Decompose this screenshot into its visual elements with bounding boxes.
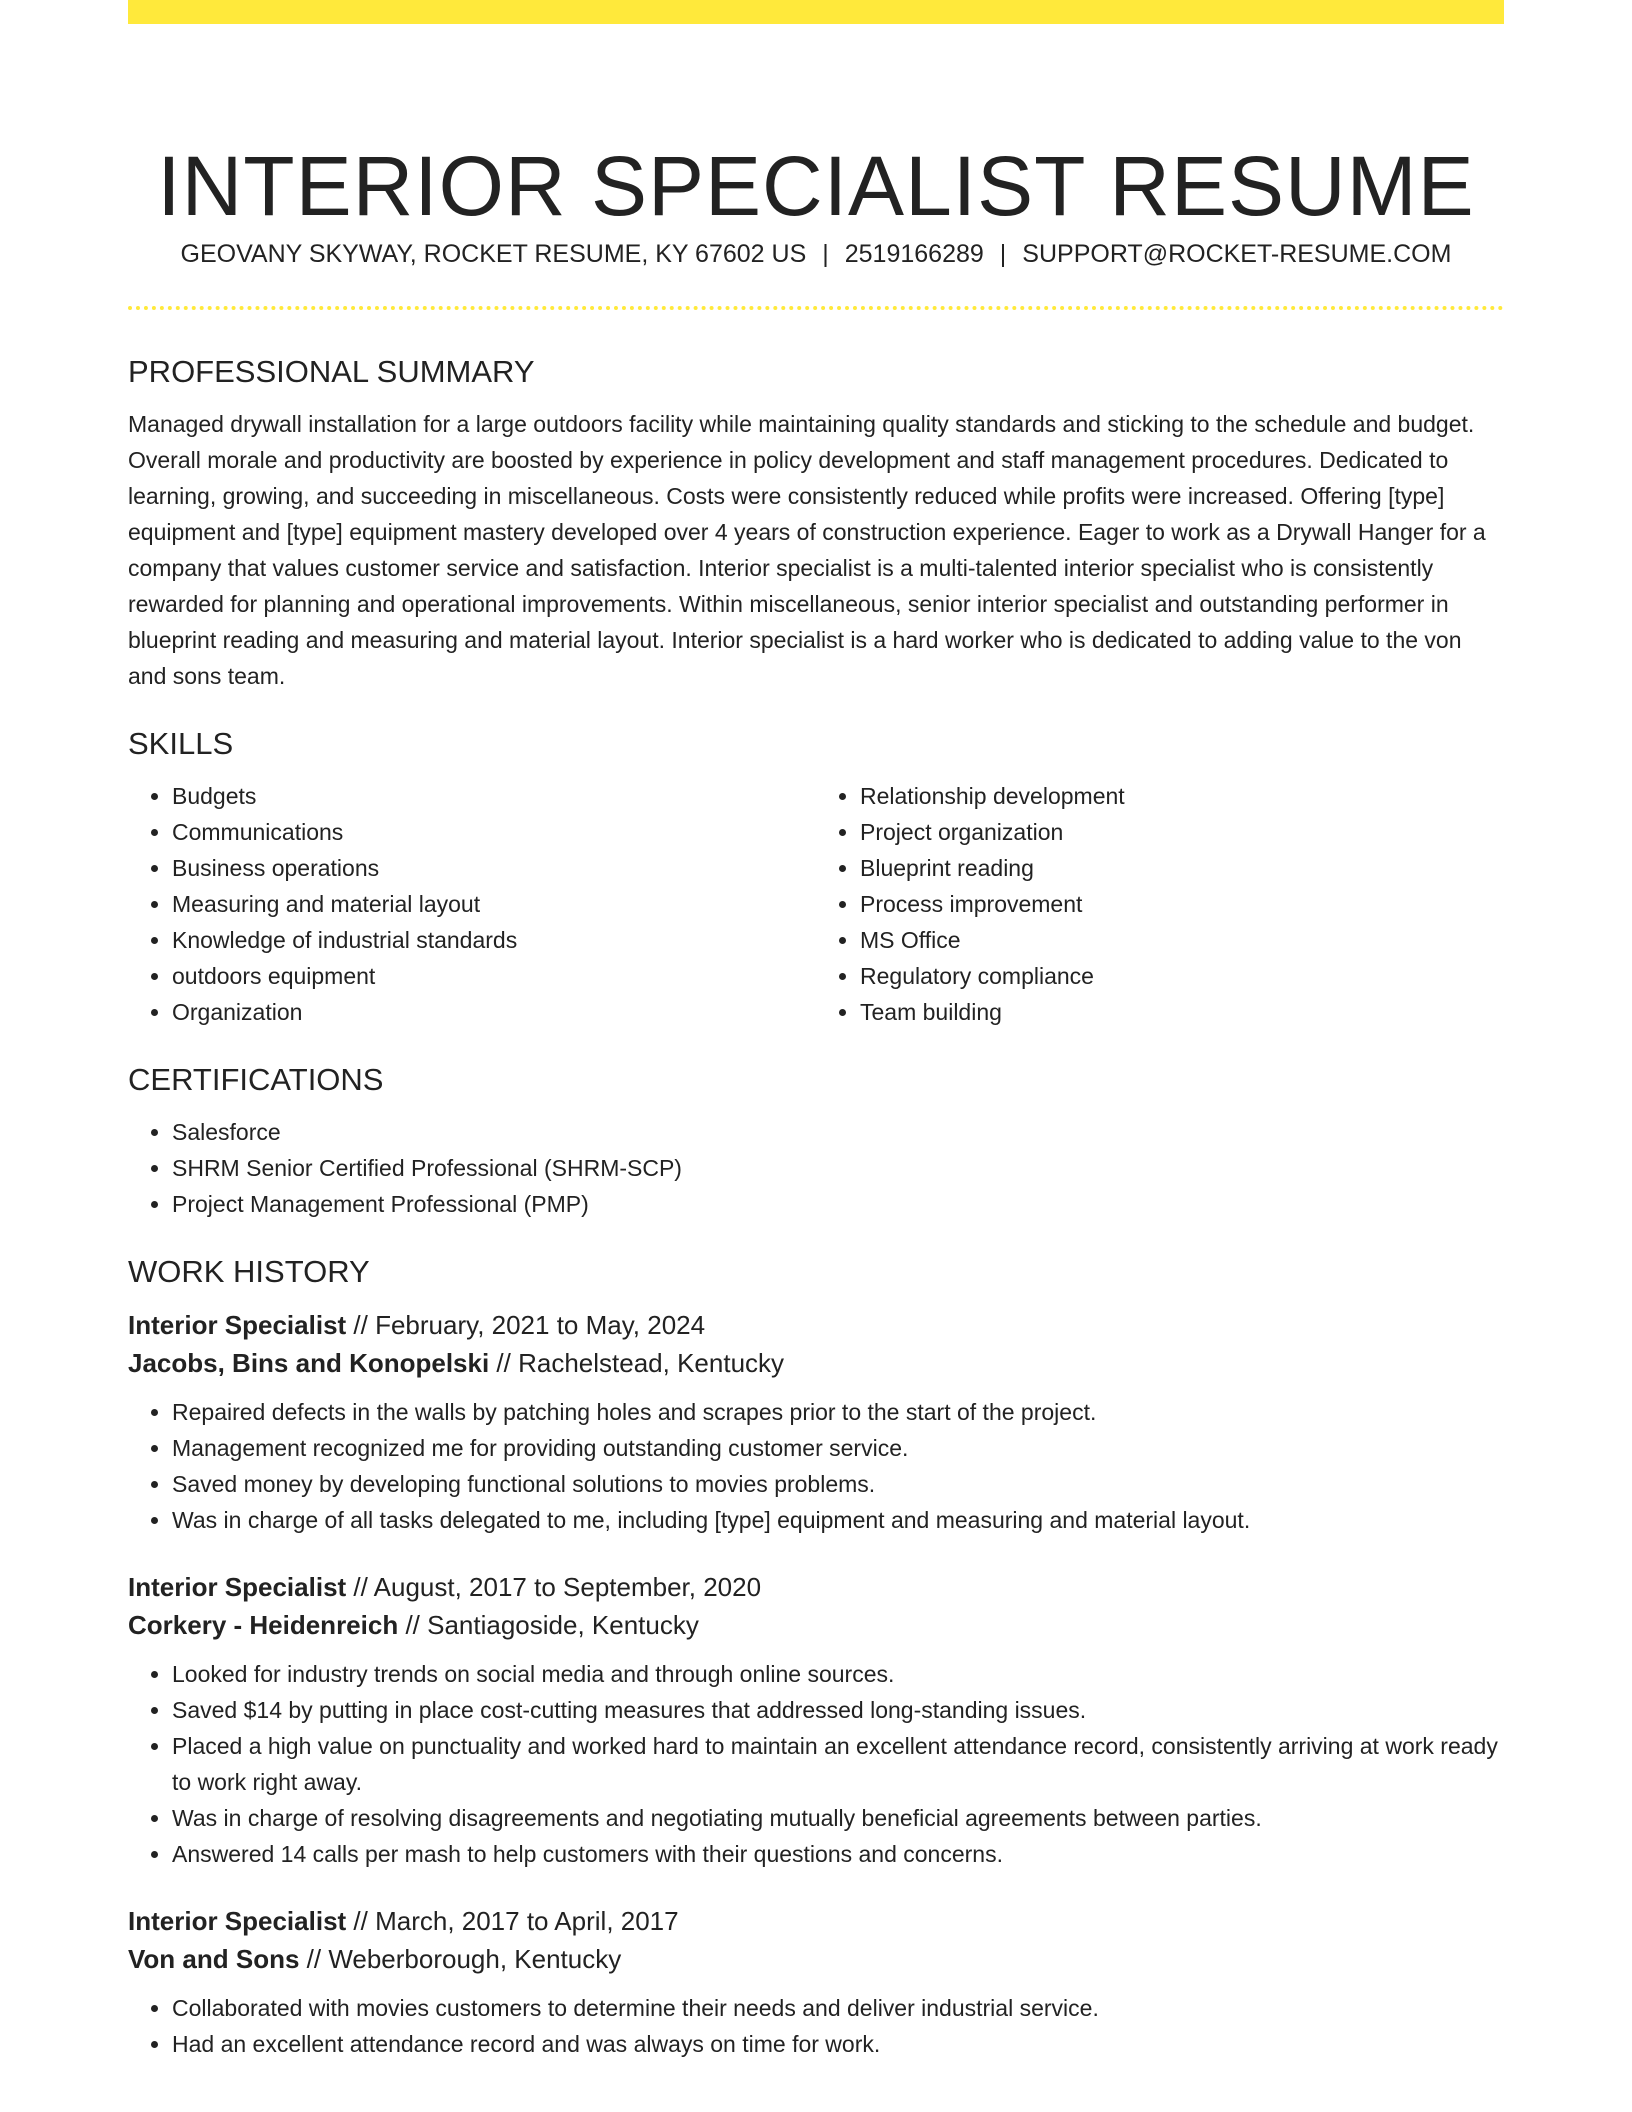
job-title-line [128, 1306, 1504, 1344]
skill-item: • Blueprint reading [860, 850, 1504, 886]
skill-item: • Team building [860, 994, 1504, 1030]
skill-item: • Measuring and material layout [172, 886, 816, 922]
certification-item: • SHRM Senior Certified Professional (SHRM-SCP) [172, 1150, 1504, 1186]
skill-item: • Business operations [172, 850, 816, 886]
skills-section [128, 724, 1504, 1030]
job-duties-list [128, 1394, 1504, 1538]
skill-item: • MS Office [860, 922, 1504, 958]
job-location: // Santiagoside, Kentucky [398, 1610, 699, 1640]
job-duty-item: • Collaborated with movies customers to determine their needs and deliver industrial service. [172, 1990, 1504, 2026]
skills-heading: SKILLS [128, 726, 234, 761]
job-location: // Rachelstead, Kentucky [489, 1348, 785, 1378]
job-duty-item: • Repaired defects in the walls by patching holes and scrapes prior to the start of the project. [172, 1394, 1504, 1430]
skill-item: • Regulatory compliance [860, 958, 1504, 994]
job-dates: // March, 2017 to April, 2017 [346, 1906, 679, 1936]
skills-left-column [128, 778, 816, 1030]
job-duty-item: • Answered 14 calls per mash to help customers with their questions and concerns. [172, 1836, 1504, 1872]
contact-separator: | [822, 240, 829, 268]
job-duty-item: • Saved $14 by putting in place cost-cutting measures that addressed long-standing issues. [172, 1692, 1504, 1728]
skill-item: • Budgets [172, 778, 816, 814]
skill-item: • Knowledge of industrial standards [172, 922, 816, 958]
job-dates: // February, 2021 to May, 2024 [346, 1310, 706, 1340]
summary-text: Managed drywall installation for a large outdoors facility while maintaining quality standards and sticking to the schedule and budget. Overall morale and productivity are boosted by experience in policy development and staff management procedures. Dedicated to learning, growing, and succeeding in miscellaneous. Costs were consistently reduced while profits were increased. Offering [type] equipment and [type] equipment mastery developed over 4 years of construction experience. Eager to work as a Drywall Hanger for a company that values customer service and satisfaction. Interior specialist is a multi-talented interior specialist who is consistently rewarded for planning and operational improvements. Within miscellaneous, senior interior specialist and outstanding performer in blueprint reading and measuring and material layout. Interior specialist is a hard worker who is dedicated to adding value to the von and sons team. [128, 411, 1486, 689]
job-company: Von and Sons [128, 1944, 300, 1974]
contact-address: GEOVANY SKYWAY, ROCKET RESUME, KY 67602 US [180, 240, 807, 268]
summary-section [128, 352, 1504, 694]
job-company: Corkery - Heidenreich [128, 1610, 399, 1640]
certification-item: • Salesforce [172, 1114, 1504, 1150]
work-history-heading: WORK HISTORY [128, 1254, 370, 1289]
job-dates: // August, 2017 to September, 2020 [346, 1572, 762, 1602]
skill-item: • Relationship development [860, 778, 1504, 814]
job-title-line [128, 1902, 1504, 1940]
work-history-section [128, 1252, 1504, 2062]
top-accent-bar [128, 0, 1504, 24]
job-duty-item: • Saved money by developing functional solutions to movies problems. [172, 1466, 1504, 1502]
skill-item: • Process improvement [860, 886, 1504, 922]
job-location: // Weberborough, Kentucky [299, 1944, 622, 1974]
job-entry [128, 1568, 1504, 1872]
job-company-line [128, 1940, 1504, 1978]
job-duty-item: • Had an excellent attendance record and was always on time for work. [172, 2026, 1504, 2062]
certification-item: • Project Management Professional (PMP) [172, 1186, 1504, 1222]
job-entry [128, 1902, 1504, 2062]
summary-heading: PROFESSIONAL SUMMARY [128, 354, 535, 389]
certifications-heading: CERTIFICATIONS [128, 1062, 384, 1097]
job-duty-item: • Was in charge of all tasks delegated to me, including [type] equipment and measuring and material layout. [172, 1502, 1504, 1538]
job-company: Jacobs, Bins and Konopelski [128, 1348, 490, 1378]
skills-grid [128, 778, 1504, 1030]
job-title-line [128, 1568, 1504, 1606]
job-duty-item: • Looked for industry trends on social media and through online sources. [172, 1656, 1504, 1692]
contact-email: SUPPORT@ROCKET-RESUME.COM [1022, 240, 1452, 268]
skill-item: • Organization [172, 994, 816, 1030]
job-title: Interior Specialist [128, 1310, 347, 1340]
job-title: Interior Specialist [128, 1572, 347, 1602]
contact-separator: | [999, 240, 1007, 268]
job-entry [128, 1306, 1504, 1538]
job-duties-list [128, 1656, 1504, 1872]
resume-title: INTERIOR SPECIALIST RESUME [157, 139, 1475, 234]
job-duty-item: • Management recognized me for providing outstanding customer service. [172, 1430, 1504, 1466]
skill-item: • Communications [172, 814, 816, 850]
job-duty-item: • Placed a high value on punctuality and worked hard to maintain an excellent attendance record, consistently arriving at work ready to work right away. [172, 1728, 1504, 1800]
certifications-list [128, 1114, 1504, 1222]
job-company-line [128, 1344, 1504, 1382]
skills-right-column [816, 778, 1504, 1030]
contact-phone: 2519166289 [844, 240, 984, 268]
job-title: Interior Specialist [128, 1906, 347, 1936]
skill-item: • Project organization [860, 814, 1504, 850]
contact-info [128, 236, 1504, 272]
skill-item: • outdoors equipment [172, 958, 816, 994]
certifications-section [128, 1060, 1504, 1222]
job-duties-list [128, 1990, 1504, 2062]
resume-content [128, 352, 1504, 2092]
job-duty-item: • Was in charge of resolving disagreements and negotiating mutually beneficial agreements between parties. [172, 1800, 1504, 1836]
header-divider [128, 306, 1504, 310]
job-company-line [128, 1606, 1504, 1644]
